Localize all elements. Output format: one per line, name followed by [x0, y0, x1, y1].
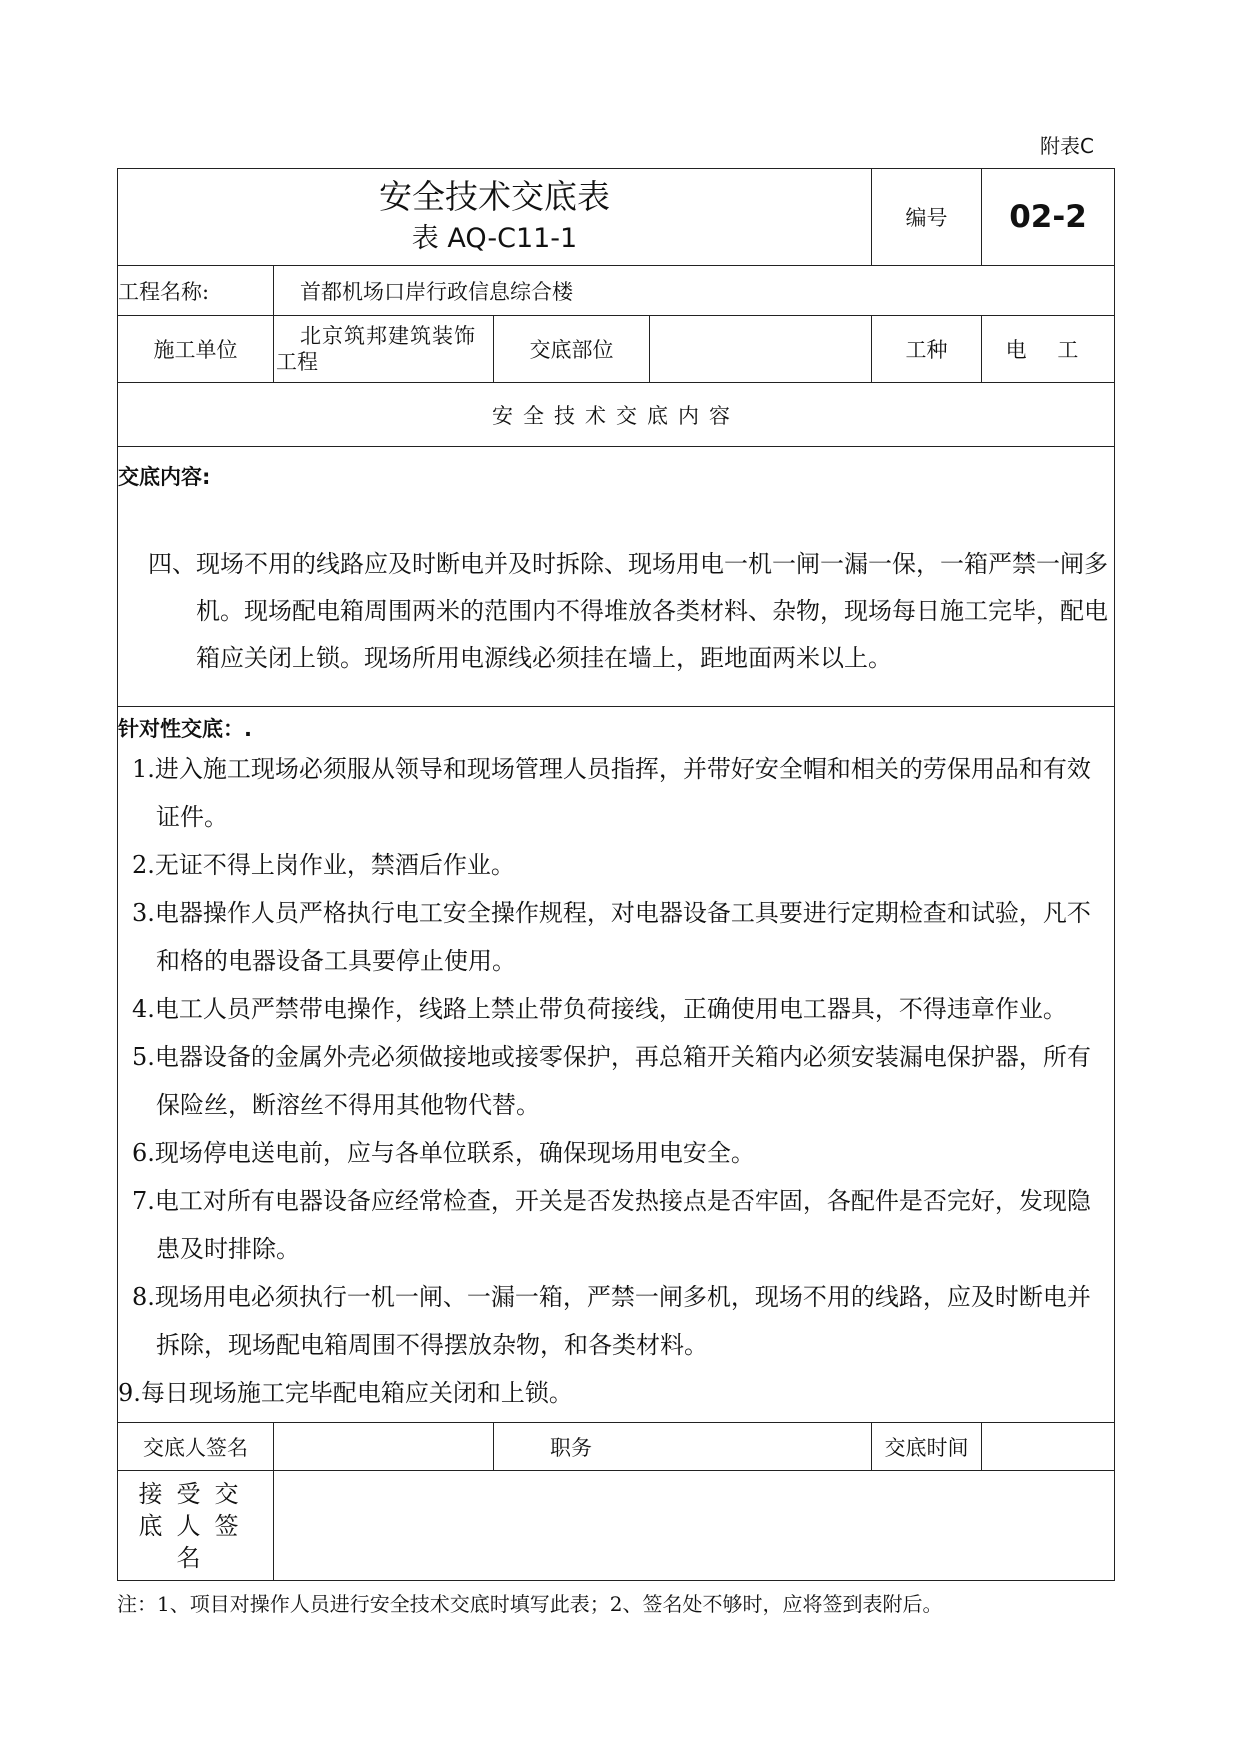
targeted-item-1: 1.进入施工现场必须服从领导和现场管理人员指挥，并带好安全帽和相关的劳保用品和有效证件。	[132, 755, 1091, 831]
appendix-label: 附表C	[1040, 134, 1094, 158]
project-row	[118, 266, 1115, 316]
number-value: 02-2	[982, 169, 1115, 266]
unit-value-line1: 北京筑邦建筑装饰	[300, 324, 476, 348]
receiver-label	[118, 1471, 274, 1581]
discloser-signature-field[interactable]	[274, 1423, 494, 1471]
targeted-row	[118, 707, 1115, 1423]
targeted-item-2: 2.无证不得上岗作业，禁酒后作业。	[132, 851, 515, 879]
targeted-item-6: 6.现场停电送电前，应与各单位联系，确保现场用电安全。	[132, 1139, 755, 1167]
targeted-item-3: 3.电器操作人员严格执行电工安全操作规程，对电器设备工具要进行定期检查和试验，凡不和格的电器设备工具要停止使用。	[132, 899, 1091, 975]
targeted-item-5: 5.电器设备的金属外壳必须做接地或接零保护，再总箱开关箱内必须安装漏电保护器，所有保险丝，断溶丝不得用其他物代替。	[132, 1043, 1091, 1119]
targeted-item-7: 7.电工对所有电器设备应经常检查，开关是否发热接点是否牢固，各配件是否完好，发现隐患及时排除。	[132, 1187, 1091, 1263]
project-name-value: 首都机场口岸行政信息综合楼	[274, 266, 1115, 316]
unit-value	[274, 316, 494, 383]
unit-row	[118, 316, 1115, 383]
targeted-title: 针对性交底：.	[118, 717, 252, 741]
receiver-label-line2: 底人签	[138, 1511, 253, 1540]
trade-value: 电 工	[982, 316, 1115, 383]
disclosure-time-field[interactable]	[982, 1423, 1115, 1471]
footnote: 注：1、项目对操作人员进行安全技术交底时填写此表；2、签名处不够时，应将签到表附后。	[117, 1592, 943, 1616]
location-label: 交底部位	[494, 316, 650, 383]
disclosure-row	[118, 447, 1115, 707]
unit-value-line2: 工程	[276, 350, 318, 374]
number-label: 编号	[872, 169, 982, 266]
unit-label: 施工单位	[118, 316, 274, 383]
targeted-item-9: 9.每日现场施工完毕配电箱应关闭和上锁。	[118, 1379, 573, 1407]
receiver-label-line3: 名	[176, 1543, 215, 1572]
disclosure-title: 交底内容:	[118, 465, 211, 489]
form-title: 安全技术交底表	[379, 177, 610, 216]
content-heading-row	[118, 383, 1115, 447]
signature-row	[118, 1423, 1115, 1471]
position-label: 职务	[494, 1423, 872, 1471]
disclosure-time-label: 交底时间	[872, 1423, 982, 1471]
disclosure-cell	[118, 447, 1115, 707]
trade-label: 工种	[872, 316, 982, 383]
targeted-item-4: 4.电工人员严禁带电操作，线路上禁止带负荷接线，正确使用电工器具，不得违章作业。	[132, 995, 1067, 1023]
header-row	[118, 169, 1115, 266]
targeted-item-8: 8.现场用电必须执行一机一闸、一漏一箱，严禁一闸多机，现场不用的线路，应及时断电并拆除，现场配电箱周围不得摆放杂物，和各类材料。	[132, 1283, 1091, 1359]
content-heading: 安全技术交底内容	[118, 383, 1115, 447]
project-name-label: 工程名称:	[118, 266, 274, 316]
receiver-label-line1: 接受交	[138, 1479, 253, 1508]
targeted-cell	[118, 707, 1115, 1423]
form-code: 表 AQ-C11-1	[411, 223, 578, 254]
form-title-cell	[118, 169, 872, 266]
receiver-row	[118, 1471, 1115, 1581]
disclosure-paragraph: 四、现场不用的线路应及时断电并及时拆除、现场用电一机一闸一漏一保，一箱严禁一闸多机。现场配电箱周围两米的范围内不得堆放各类材料、杂物，现场每日施工完毕，配电箱应关闭上锁。现场所用电源线必须挂在墙上，距地面两米以上。	[148, 550, 1108, 672]
location-value	[650, 316, 872, 383]
discloser-label: 交底人签名	[118, 1423, 274, 1471]
safety-disclosure-table	[117, 168, 1115, 1581]
receiver-signature-field[interactable]	[274, 1471, 1115, 1581]
